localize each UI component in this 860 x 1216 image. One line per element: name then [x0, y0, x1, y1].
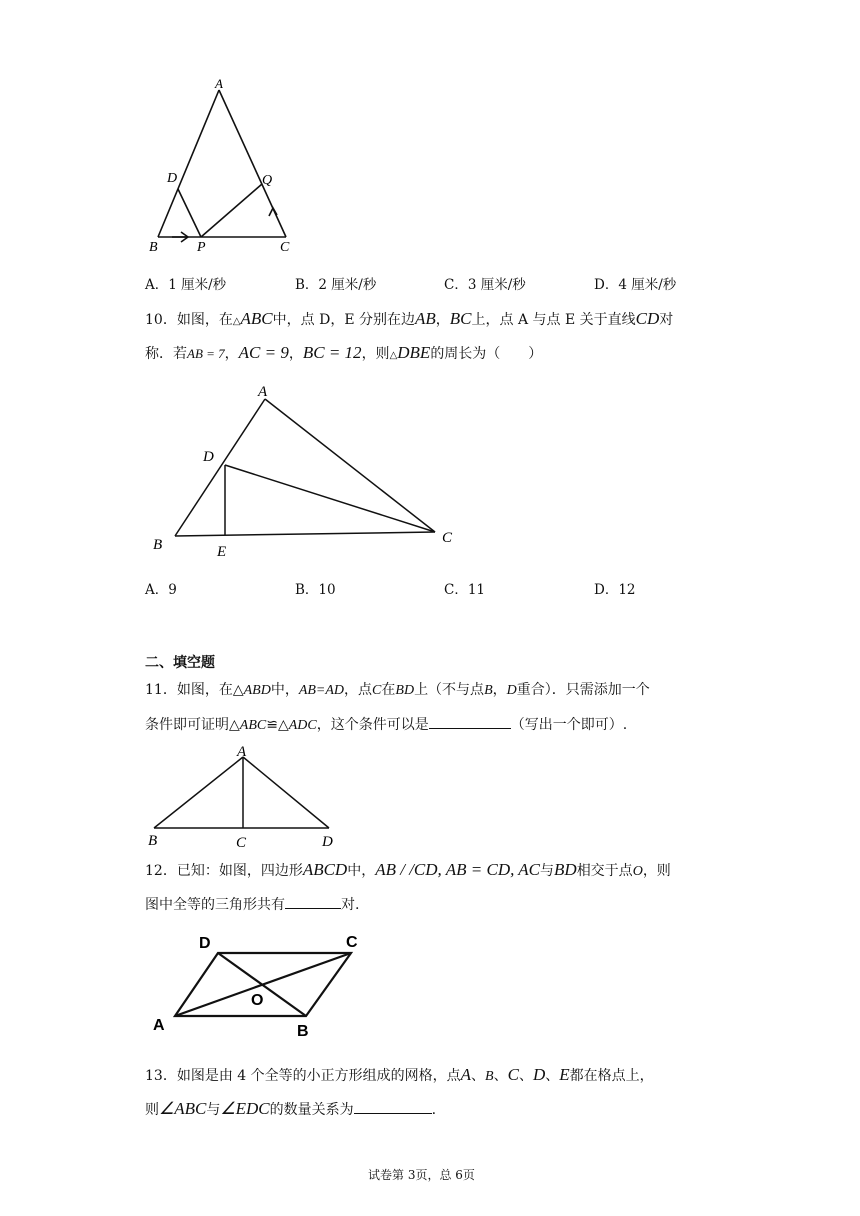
fig12-label-c: C: [346, 934, 358, 951]
fig11-label-d: D: [322, 834, 333, 850]
q13-answer-blank[interactable]: [354, 1099, 432, 1114]
fig12-label-b: B: [297, 1023, 309, 1040]
q10-line1: 10．如图，在△ABC中，点 D，E 分别在边AB，BC上，点 A 与点 E 关于直线CD对: [145, 309, 674, 328]
fig9-label-d: D: [167, 171, 178, 186]
q10-option-a: A．9: [145, 582, 177, 598]
q10-option-c: C．11: [444, 582, 486, 598]
q10-option-b: B．10: [295, 582, 336, 598]
q11-line2: 条件即可证明△ABC≌△ADC，这个条件可以是 （写出一个即可）.: [145, 714, 627, 736]
fig9-label-q: Q: [262, 173, 273, 188]
fig10-label-a: A: [258, 384, 268, 400]
q11-line1: 11．如图，在△ABD中，AB=AD，点C在BD上（不与点B，D重合）．只需添加一个: [145, 682, 650, 698]
q10-line2: 称．若AB = 7，AC = 9，BC = 12，则△DBE的周长为（ ）: [145, 343, 543, 362]
fig11-label-a: A: [237, 744, 247, 760]
fig11-label-c: C: [236, 835, 247, 851]
q9-option-c: C．3 厘米/秒: [444, 277, 526, 293]
figure-q9: [140, 78, 310, 258]
fig11-label-b: B: [148, 833, 158, 849]
q13-line2: 则∠ABC与∠EDC的数量关系为 .: [145, 1099, 437, 1118]
q10-option-d: D．12: [594, 582, 636, 598]
q12-answer-blank[interactable]: [285, 894, 341, 909]
fig10-label-e: E: [217, 544, 227, 560]
fig10-label-d: D: [203, 449, 214, 465]
figure-q10: [145, 378, 465, 563]
fig12-label-o: O: [251, 992, 264, 1009]
fig12-label-d: D: [199, 935, 211, 952]
fig10-label-b: B: [153, 537, 163, 553]
q9-option-b: B．2 厘米/秒: [295, 277, 377, 293]
q9-option-d: D．4 厘米/秒: [594, 277, 677, 293]
section-heading: 二、填空题: [145, 655, 215, 671]
fig12-label-a: A: [153, 1017, 165, 1034]
page-footer: 试卷第 3页，总 6页: [368, 1168, 475, 1182]
q12-line1: 12．已知：如图，四边形ABCD中，AB / /CD, AB = CD, AC与BD相交于点O，则: [145, 860, 671, 879]
figure-q11: [140, 742, 350, 852]
q11-answer-blank[interactable]: [429, 714, 511, 729]
fig9-label-b: B: [149, 240, 158, 255]
fig9-label-p: P: [197, 240, 206, 255]
fig9-label-c: C: [280, 240, 290, 255]
q13-line1: 13．如图是由 4 个全等的小正方形组成的网格，点A、B、C、D、E都在格点上，: [145, 1065, 654, 1084]
q9-option-a: A．1 厘米/秒: [145, 277, 227, 293]
figure-q12: [145, 928, 375, 1043]
fig10-label-c: C: [442, 530, 453, 546]
q12-line2: 图中全等的三角形共有 对.: [145, 894, 359, 915]
fig9-label-a: A: [215, 78, 223, 91]
